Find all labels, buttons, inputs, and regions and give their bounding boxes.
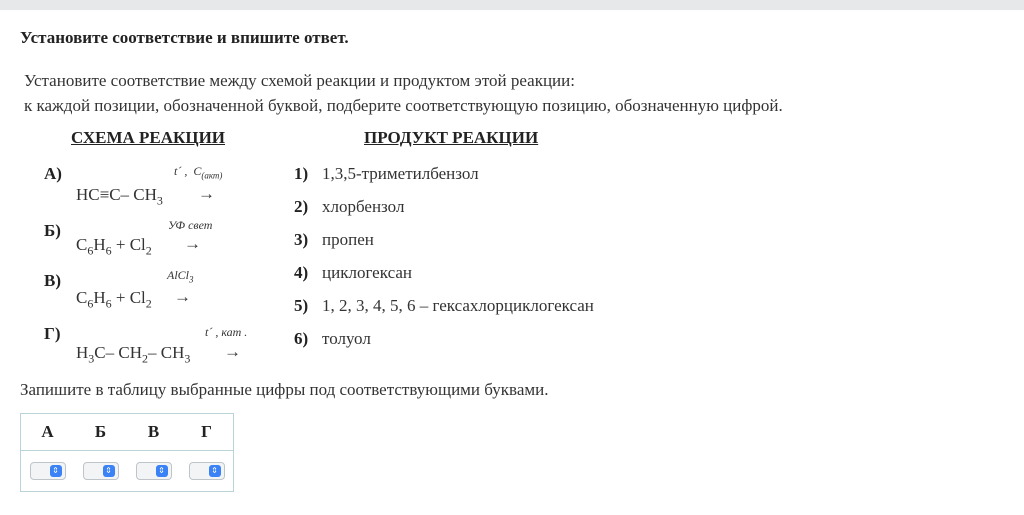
answer-table — [20, 413, 234, 492]
scheme-condition-g: t´ , кат . — [205, 325, 248, 339]
product-number-5: 5) — [294, 296, 309, 315]
scheme-arrow-v: → — [174, 287, 191, 306]
scheme-letter-v: В) — [44, 271, 61, 290]
scheme-arrow-b: → — [184, 234, 201, 253]
answer-table-header-row — [21, 414, 234, 451]
task-heading: Установите соответствие и впишите ответ. — [20, 28, 349, 47]
select-stepper-icon: ⇕ — [209, 465, 221, 477]
scheme-condition-v: AlCl$_3$ — [167, 268, 194, 285]
scheme-arrow-a: → — [198, 184, 215, 203]
answer-select-g[interactable] — [189, 462, 225, 480]
table-instruction: Запишите в таблицу выбранные цифры под соответствующими буквами. — [20, 380, 549, 399]
answer-cell-a — [21, 451, 75, 492]
answer-cell-b — [74, 451, 127, 492]
intro-line-2: к каждой позиции, обозначенной буквой, подберите соответствующую позицию, обозначенную цифрой. — [24, 96, 783, 115]
scheme-arrow-g: → — [224, 342, 241, 361]
scheme-formula-g: $H_3C-$ $CH_2-$ $CH_3$ — [76, 343, 191, 366]
scheme-condition-a: t´ , $C_{(акт)}$ — [174, 164, 223, 181]
answer-select-b[interactable] — [83, 462, 119, 480]
product-text-4: циклогексан — [322, 263, 412, 282]
column-header-products: ПРОДУКТ РЕАКЦИИ — [364, 128, 539, 147]
intro-line-1: Установите соответствие между схемой реакции и продуктом этой реакции: — [24, 71, 575, 90]
answer-table-input-row — [21, 451, 234, 492]
answer-cell-g — [180, 451, 234, 492]
select-stepper-icon: ⇕ — [103, 465, 115, 477]
product-text-6: толуол — [322, 329, 371, 348]
column-header-schemes: СХЕМА РЕАКЦИИ — [71, 128, 226, 147]
product-number-4: 4) — [294, 263, 309, 282]
scheme-letter-g: Г) — [44, 324, 61, 343]
product-number-6: 6) — [294, 329, 309, 348]
scheme-formula-b: $C_6H_6 + Cl_2$ — [76, 235, 152, 258]
product-text-5: 1, 2, 3, 4, 5, 6 – гексахлорциклогексан — [322, 296, 594, 315]
product-number-3: 3) — [294, 230, 309, 249]
scheme-condition-b: УФ свет — [168, 218, 213, 232]
task-intro — [24, 68, 783, 118]
scheme-letter-a: А) — [44, 164, 62, 183]
product-number-2: 2) — [294, 197, 309, 216]
select-stepper-icon: ⇕ — [156, 465, 168, 477]
select-stepper-icon: ⇕ — [50, 465, 62, 477]
answer-header-b: Б — [74, 414, 127, 451]
scheme-formula-v: $C_6H_6 + Cl_2$ — [76, 288, 152, 311]
answer-select-v[interactable] — [136, 462, 172, 480]
answer-header-v: В — [127, 414, 180, 451]
product-text-3: пропен — [322, 230, 374, 249]
scheme-letter-b: Б) — [44, 221, 61, 240]
product-number-1: 1) — [294, 164, 309, 183]
answer-cell-v — [127, 451, 180, 492]
product-text-1: 1,3,5-триметилбензол — [322, 164, 479, 183]
scheme-formula-a: HC≡C– $CH_3$ — [76, 185, 163, 208]
top-bar — [0, 0, 1024, 10]
answer-select-a[interactable] — [30, 462, 66, 480]
answer-header-g: Г — [180, 414, 234, 451]
product-text-2: хлорбензол — [322, 197, 405, 216]
answer-header-a: А — [21, 414, 75, 451]
